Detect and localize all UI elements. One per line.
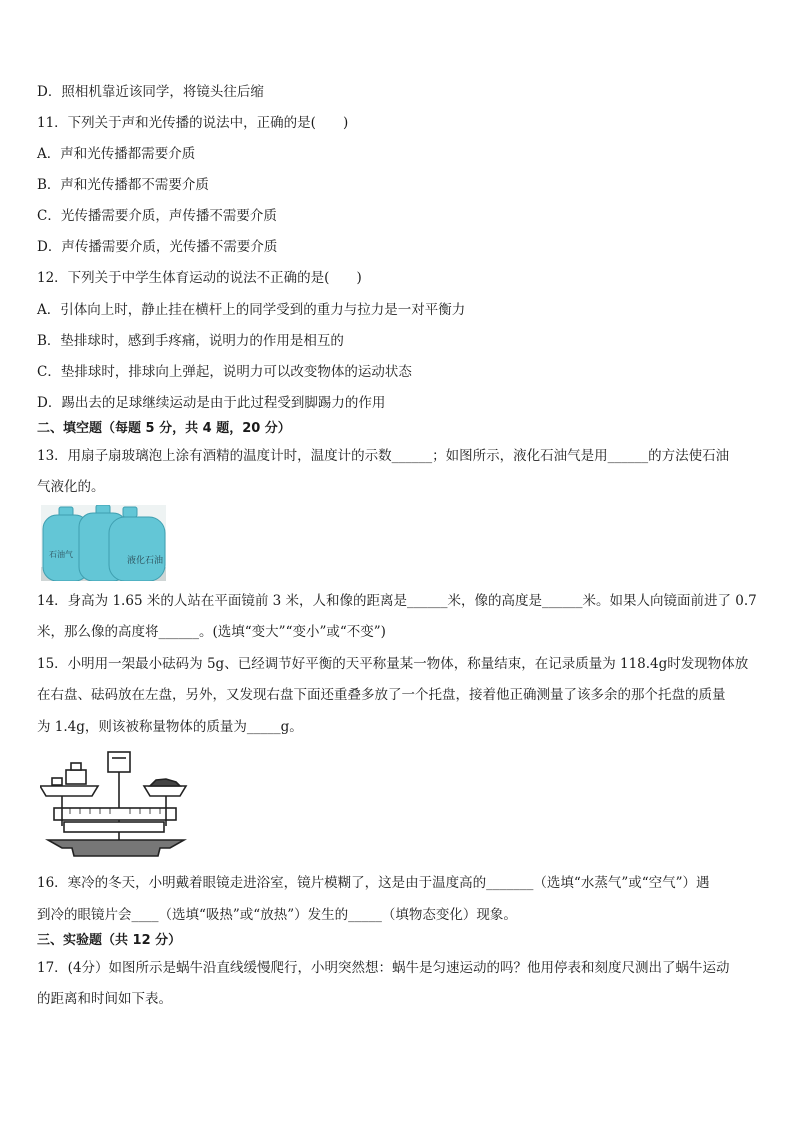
q12-stem: 12．下列关于中学生体育运动的说法不正确的是( ) <box>37 270 362 286</box>
q12-option-d: D．踢出去的足球继续运动是由于此过程受到脚踢力的作用 <box>37 395 386 411</box>
q12-option-c: C．垫排球时，排球向上弹起，说明力可以改变物体的运动状态 <box>37 364 412 380</box>
q14-stem-line2: 米，那么像的高度将______。(选填“变大”“变小”或“不变”) <box>37 624 386 640</box>
tank-label-2: 液化石油 <box>127 556 164 566</box>
q13-stem-line2: 气液化的。 <box>37 479 105 495</box>
q15-stem-line1: 15．小明用一架最小砝码为 5g、已经调节好平衡的天平称量某一物体，称量结束，在记录质量为 118.4g时发现物体放 <box>37 656 749 672</box>
q14-stem-line1: 14．身高为 1.65 米的人站在平面镜前 3 米，人和像的距离是______米，像的高度是______米。如果人向镜面前进了 0.7 <box>37 593 757 609</box>
section-experiment-heading: 三、实验题（共 12 分） <box>37 933 182 948</box>
balance-scale-diagram <box>40 748 192 860</box>
q12-option-a: A．引体向上时，静止挂在横杆上的同学受到的重力与拉力是一对平衡力 <box>37 302 466 318</box>
q11-option-c: C．光传播需要介质，声传播不需要介质 <box>37 208 277 224</box>
lpg-tanks-photo <box>41 505 166 581</box>
q13-stem-line1: 13．用扇子扇玻璃泡上涂有酒精的温度计时，温度计的示数______；如图所示，液化石油气是用______的方法使石油 <box>37 448 730 464</box>
tank-label-1: 石油气 <box>49 550 73 559</box>
q11-stem: 11．下列关于声和光传播的说法中，正确的是( ) <box>37 115 349 131</box>
section-fill-in-heading: 二、填空题（每题 5 分，共 4 题，20 分） <box>37 421 291 436</box>
q17-stem-line2: 的距离和时间如下表。 <box>37 991 172 1007</box>
q15-stem-line3: 为 1.4g，则该被称量物体的质量为_____g。 <box>37 719 303 735</box>
q12-option-b: B．垫排球时，感到手疼痛，说明力的作用是相互的 <box>37 333 344 349</box>
q11-option-d: D．声传播需要介质，光传播不需要介质 <box>37 239 278 255</box>
q16-stem-line1: 16．寒冷的冬天，小明戴着眼镜走进浴室，镜片模糊了，这是由于温度高的_______（选填“水蒸气”或“空气”）遇 <box>37 875 710 891</box>
q11-option-b: B．声和光传播都不需要介质 <box>37 177 209 193</box>
q10-option-d: D．照相机靠近该同学，将镜头往后缩 <box>37 84 264 100</box>
q11-option-a: A．声和光传播都需要介质 <box>37 146 196 162</box>
q17-stem-line1: 17．(4分）如图所示是蜗牛沿直线缓慢爬行，小明突然想：蜗牛是匀速运动的吗？他用停表和刻度尺测出了蜗牛运动 <box>37 960 730 976</box>
q15-stem-line2: 在右盘、砝码放在左盘，另外，又发现右盘下面还重叠多放了一个托盘，接着他正确测量了该多余的那个托盘的质量 <box>37 687 726 703</box>
q16-stem-line2: 到冷的眼镜片会____（选填“吸热”或“放热”）发生的_____（填物态变化）现象。 <box>37 907 517 923</box>
